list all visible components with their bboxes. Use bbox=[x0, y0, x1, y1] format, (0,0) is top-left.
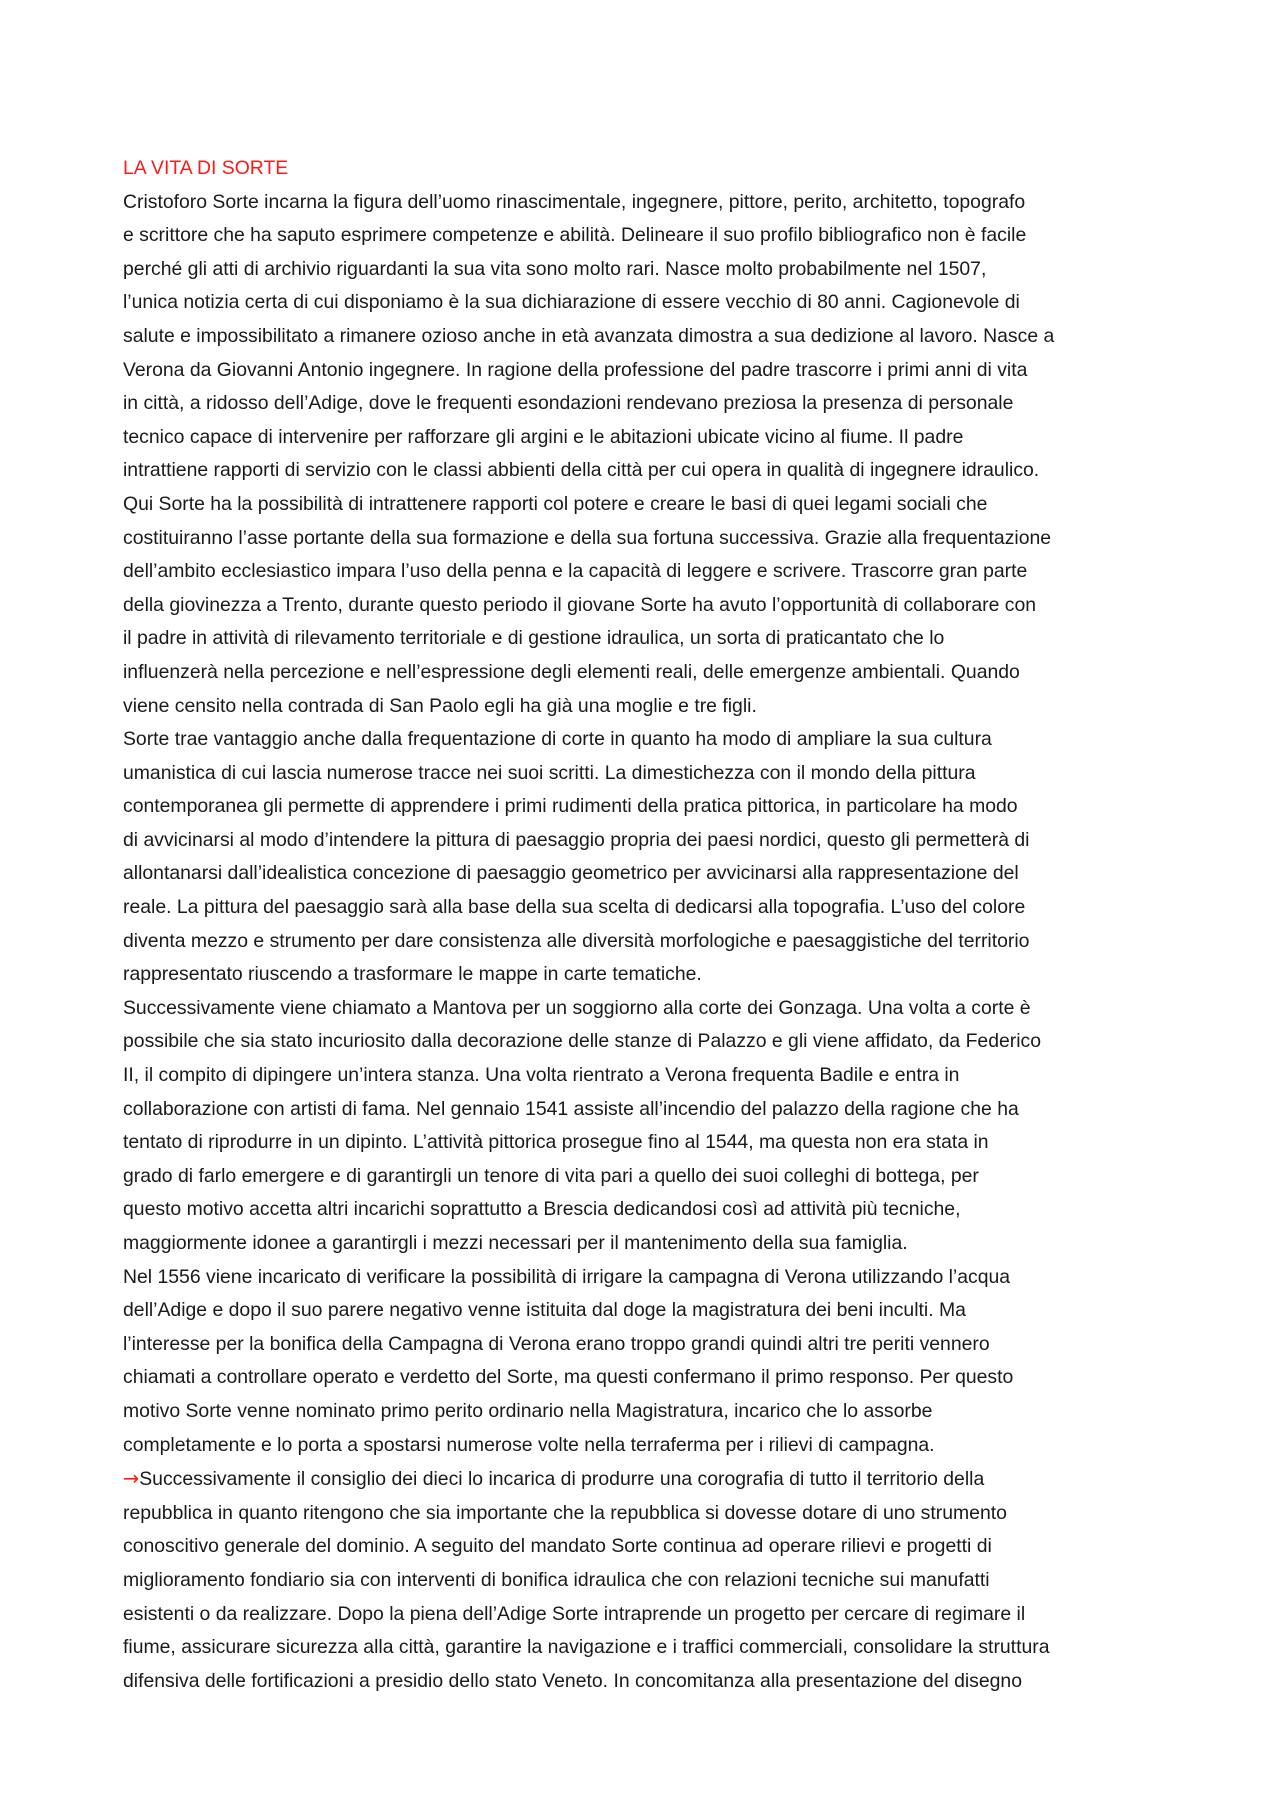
paragraph-magistratura: Nel 1556 viene incaricato di verificare la possibilità di irrigare la campagna di Verona utilizzando l’acqua dell’Adige e dopo il suo parere negativo venne istituita dal doge la magistratura dei beni inculti. Ma l’interesse per la bonifica della Campagna di Verona erano troppo grandi quindi altri tre periti vennero chiamati a controllare operato e verdetto del Sorte, ma questi confermano il primo responso. Per questo motivo Sorte venne nominato primo perito ordinario nella Magistratura, incarico che lo assorbe completamente e lo porta a spostarsi numerose volte nella terraferma per i rilievi di campagna. bbox=[123, 1265, 1014, 1456]
paragraph-corografia-text: Successivamente il consiglio dei dieci lo incarica di produrre una corografia di tutto il territorio della repubblica in quanto ritengono che sia importante che la repubblica si dovesse dotare di uno strumento conoscitivo generale del dominio. A seguito del mandato Sorte continua ad operare rilievi e progetti di miglioramento fondiario sia con interventi di bonifica idraulica che con relazioni tecniche sui manufatti esistenti o da realizzare. Dopo la piena dell’Adige Sorte intraprende un progetto per cercare di regimare il fiume, assicurare sicurezza alla città, garantire la navigazione e i traffici commerciali, consolidare la struttura difensiva delle fortificazioni a presidio dello stato Veneto. In concomitanza alla presentazione del disegno bbox=[123, 1468, 1050, 1692]
document-page bbox=[123, 152, 1173, 1698]
document-title: LA VITA DI SORTE bbox=[123, 157, 289, 179]
arrow-right-icon: → bbox=[123, 1467, 140, 1491]
paragraph-court-painting: Sorte trae vantaggio anche dalla frequentazione di corte in quanto ha modo di ampliare la sua cultura umanistica di cui lascia numerose tracce nei suoi scritti. La dimestichezza con il mondo della pittura contemporanea gli permette di apprendere i primi rudimenti della pratica pittorica, in particolare ha modo di avvicinarsi al modo d’intendere la pittura di paesaggio propria dei paesi nordici, questo gli permetterà di allontanarsi dall’idealistica concezione di paesaggio geometrico per avvicinarsi alla rappresentazione del reale. La pittura del paesaggio sarà alla base della sua scelta di dedicarsi alla topografia. L’uso del colore diventa mezzo e strumento per dare consistenza alle diversità morfologiche e paesaggistiche del territorio rappresentato riuscendo a trasformare le mappe in carte tematiche. bbox=[123, 728, 1030, 986]
paragraph-early-life: Cristoforo Sorte incarna la figura dell’uomo rinascimentale, ingegnere, pittore, perito, architetto, topografo e scrittore che ha saputo esprimere competenze e abilità. Delineare il suo profilo bibliografico non è facile perché gli atti di archivio riguardanti la sua vita sono molto rari. Nasce molto probabilmente nel 1507, l’unica notizia certa di cui disponiamo è la sua dichiarazione di essere vecchio di 80 anni. Cagionevole di salute e impossibilitato a rimanere ozioso anche in età avanzata dimostra a sua dedizione al lavoro. Nasce a Verona da Giovanni Antonio ingegnere. In ragione della professione del padre trascorre i primi anni di vita in città, a ridosso dell’Adige, dove le frequenti esondazioni rendevano preziosa la presenza di personale tecnico capace di intervenire per rafforzare gli argini e le abitazioni ubicate vicino al fiume. Il padre intrattiene rapporti di servizio con le classi abbienti della città per cui opera in qualità di ingegnere idraulico. Qui Sorte ha la possibilità di intrattenere rapporti col potere e creare le basi di quei legami sociali che costituiranno l’asse portante della sua formazione e della sua fortuna successiva. Grazie alla frequentazione dell’ambito ecclesiastico impara l’uso della penna e la capacità di leggere e scrivere. Trascorre gran parte della giovinezza a Trento, durante questo periodo il giovane Sorte ha avuto l’opportunità di collaborare con il padre in attività di rilevamento territoriale e di gestione idraulica, un sorta di praticantato che lo influenzerà nella percezione e nell’espressione degli elementi reali, delle emergenze ambientali. Quando viene censito nella contrada di San Paolo egli ha già una moglie e tre figli. bbox=[123, 190, 1055, 717]
paragraph-corografia bbox=[123, 1462, 1173, 1698]
paragraph-mantova: Successivamente viene chiamato a Mantova per un soggiorno alla corte dei Gonzaga. Una volta a corte è possibile che sia stato incuriosito dalla decorazione delle stanze di Palazzo e gli viene affidato, da Federico II, il compito di dipingere un’intera stanza. Una volta rientrato a Verona frequenta Badile e entra in collaborazione con artisti di fama. Nel gennaio 1541 assiste all’incendio del palazzo della ragione che ha tentato di riprodurre in un dipinto. L’attività pittorica prosegue fino al 1544, ma questa non era stata in grado di farlo emergere e di garantirgli un tenore di vita pari a quello dei suoi colleghi di bottega, per questo motivo accetta altri incarichi soprattutto a Brescia dedicandosi così ad attività più tecniche, maggiormente idonee a garantirgli i mezzi necessari per il mantenimento della sua famiglia. bbox=[123, 996, 1042, 1254]
